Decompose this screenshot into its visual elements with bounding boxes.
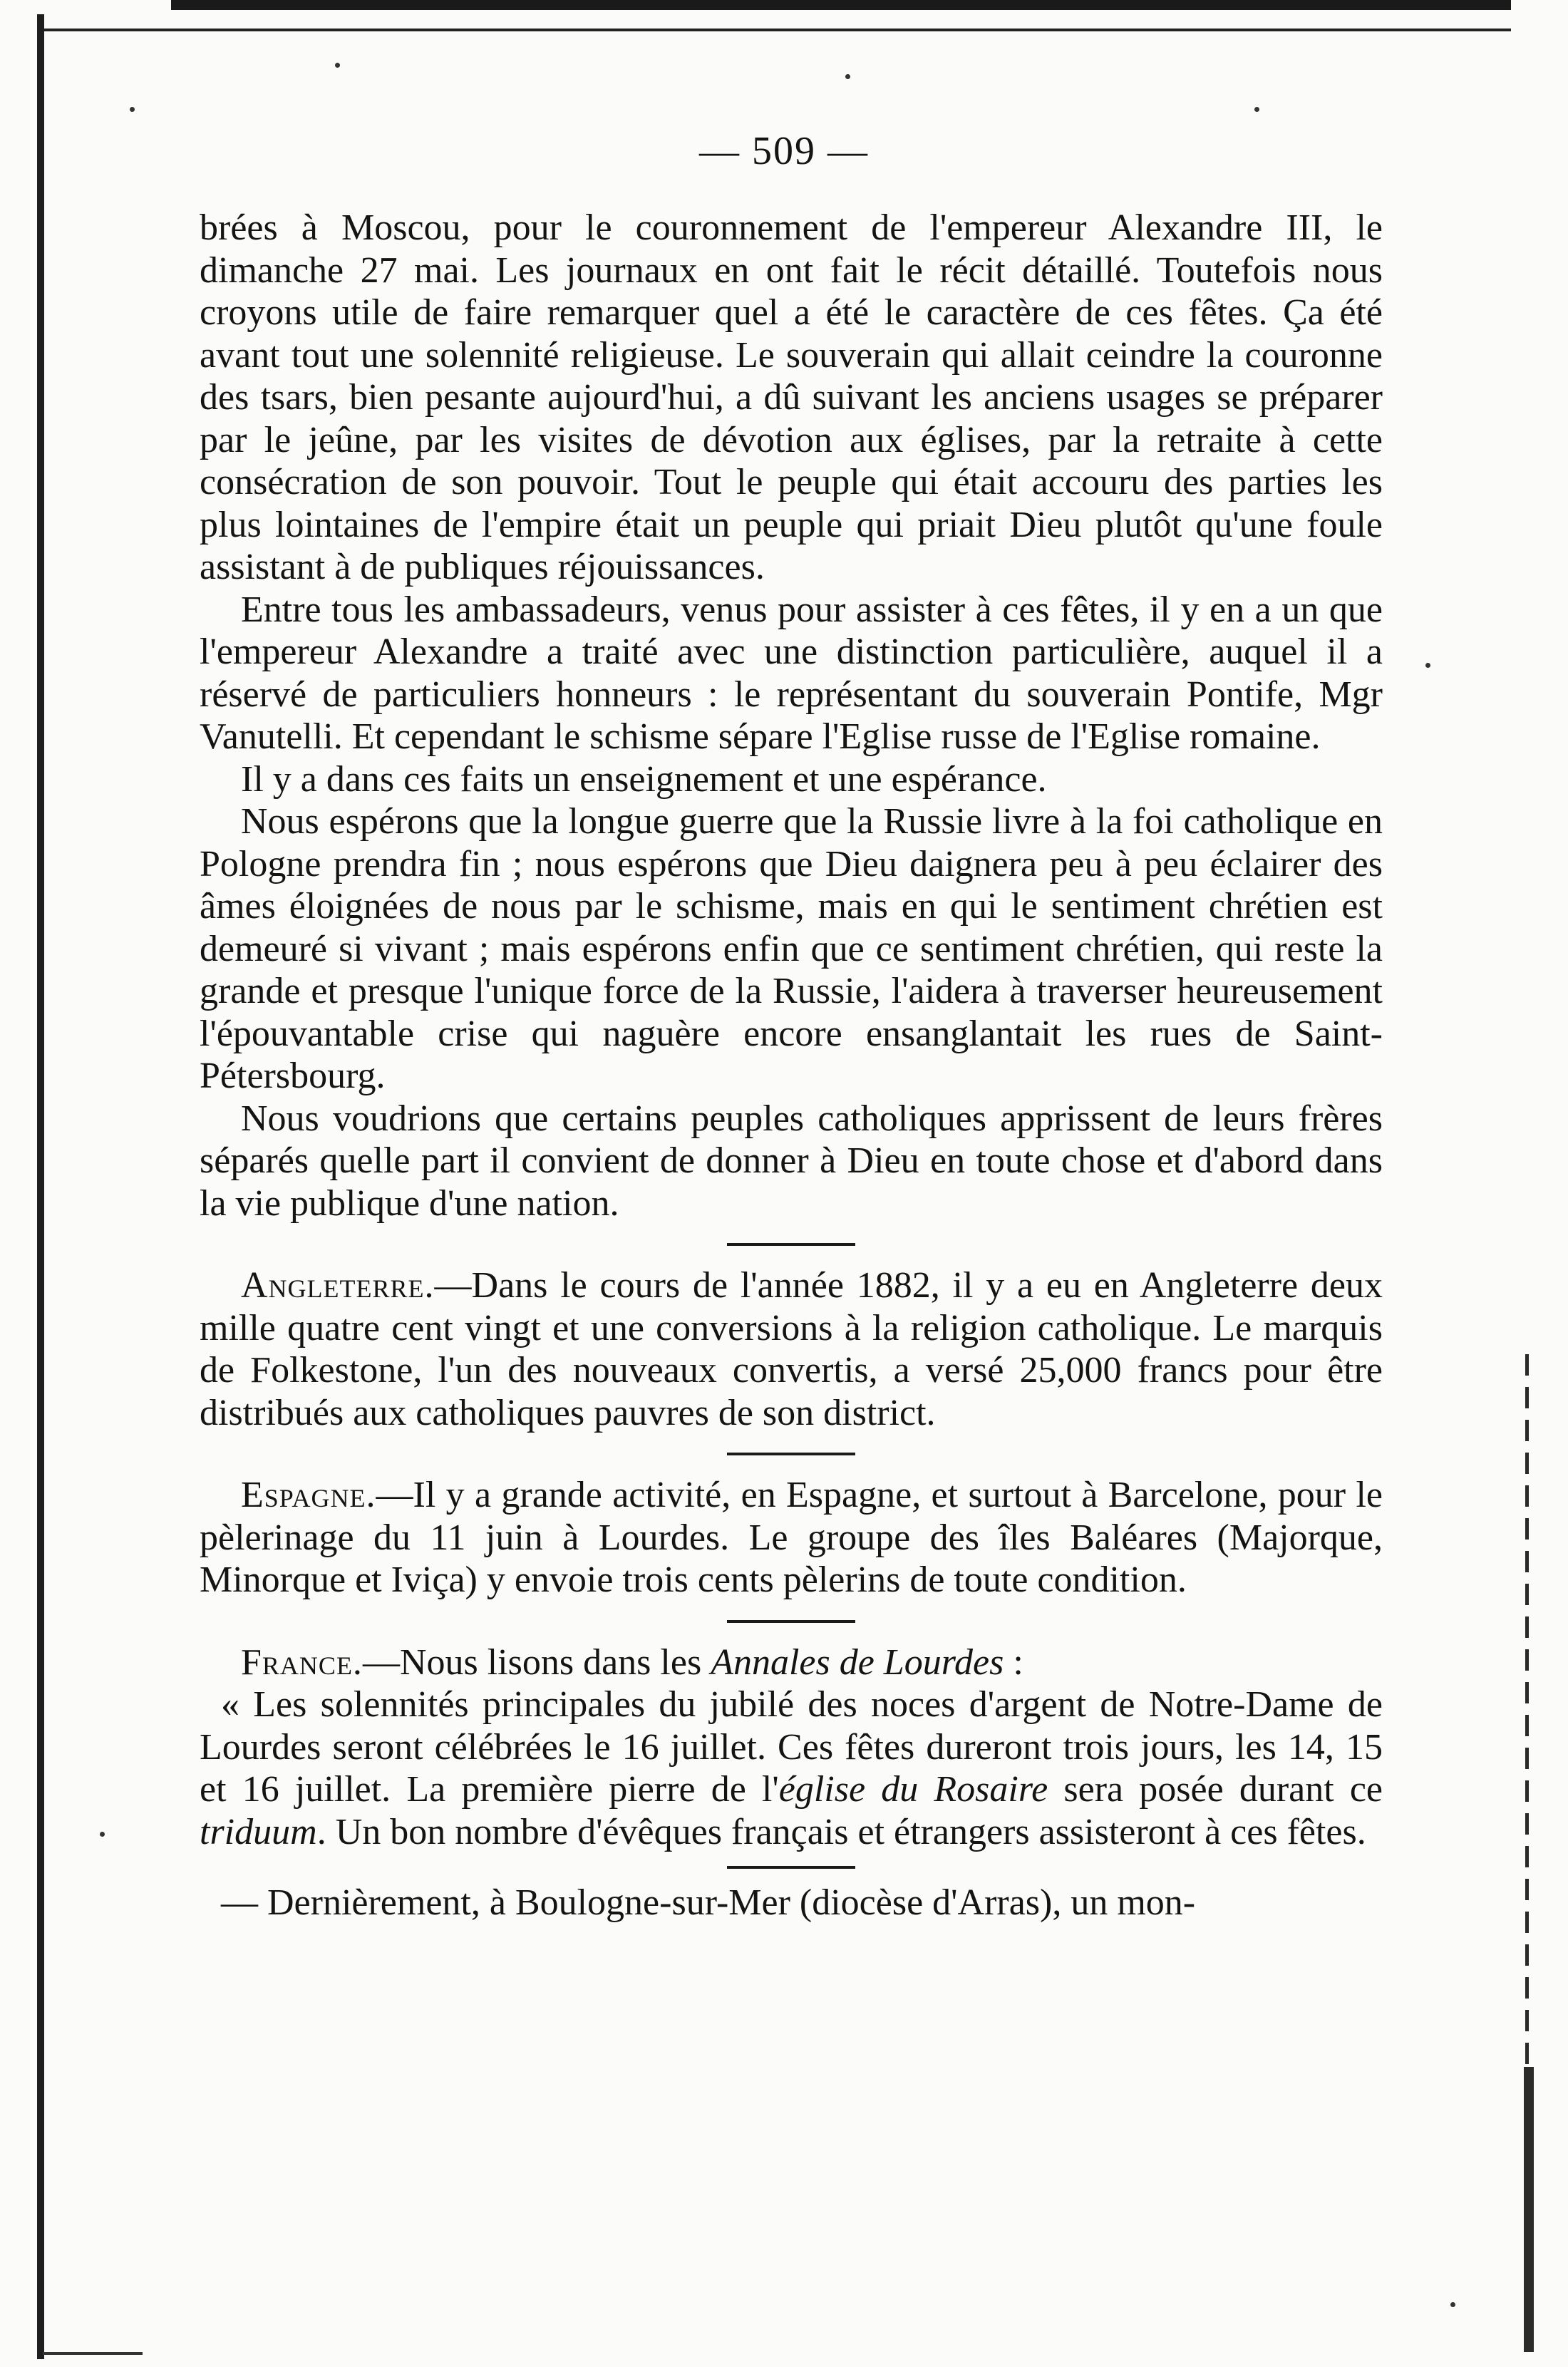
paragraph-russia-conclusion: Nous voudrions que certains peuples catholiques apprissent de leurs frères séparés quelle part il convient de donner à Dieu en toute chose et d'abord dans la vie publique d'une nation. bbox=[200, 1098, 1383, 1224]
spain-text: —Il y a grande activité, en Espagne, et surtout à Barcelone, pour le pèlerinage du 11 juin à Lourdes. Le groupe des îles Baléares (Majorque, Minorque et Iviça) y envoie trois cents pèlerins de toute condition. bbox=[200, 1475, 1383, 1600]
section-label-england: Angleterre. bbox=[241, 1265, 435, 1306]
quote-text: . Un bon nombre d'évêques français et étrangers assisteront à ces fêtes. bbox=[316, 1811, 1366, 1852]
speck bbox=[1254, 107, 1259, 112]
bottom-corner-rule bbox=[43, 2352, 143, 2355]
paragraph-lourdes-quote bbox=[200, 1683, 1383, 1853]
paragraph-russia-ambassadors: Entre tous les ambassadeurs, venus pour assister à ces fêtes, il y en a un que l'empereur Alexandre a traité avec une distinction particulière, auquel il a réservé de particuliers honneurs : le représentant du souverain Pontife, Mgr Vanutelli. Et cependant le schisme sépare l'Eglise russe de l'Eglise romaine. bbox=[200, 589, 1383, 757]
speck bbox=[335, 63, 340, 68]
paragraph-russia-coronation: brées à Moscou, pour le couronnement de l'empereur Alexandre III, le dimanche 27 mai. Les journaux en ont fait le récit détaillé. Toutefois nous croyons utile de faire remarquer quel a été le caractère de ces fêtes. Ça été avant tout une solennité religieuse. Le souverain qui allait ceindre la couronne des tsars, bien pesante aujourd'hui, a dû suivant les anciens usages se préparer par le jeûne, par les visites de dévotion aux églises, par la retraite à cette consécration de son pouvoir. Tout le peuple qui était accouru des parties les plus lointaines de l'empire était un peuple qui priait Dieu plutôt qu'une foule assistant à de publiques réjouissances. bbox=[200, 207, 1383, 587]
paragraph-russia-wishes: Nous espérons que la longue guerre que la Russie livre à la foi catholique en Pologne prendra fin ; nous espérons que Dieu daignera peu à peu éclairer des âmes éloignées de nous par le schisme, mais en qui le sentiment chrétien est demeuré si vivant ; mais espérons enfin que ce sentiment chrétien, qui reste la grande et presque l'unique force de la Russie, l'aidera à traverser heureusement l'épouvantable crise qui naguère encore ensanglantait les rues de Saint-Pétersbourg. bbox=[200, 801, 1383, 1096]
page-number: — 509 — bbox=[699, 129, 869, 173]
section-label-spain: Espagne. bbox=[241, 1475, 376, 1515]
left-binding-edge bbox=[37, 14, 44, 2359]
paragraph-france bbox=[200, 1641, 1383, 1684]
speck bbox=[845, 74, 850, 79]
paragraph-spain bbox=[200, 1474, 1383, 1602]
section-divider bbox=[727, 1866, 855, 1869]
paragraph-england bbox=[200, 1264, 1383, 1434]
france-source-title: Annales de Lourdes bbox=[711, 1641, 1004, 1683]
section-label-france: France. bbox=[241, 1641, 363, 1683]
speck bbox=[1450, 2302, 1455, 2307]
section-divider bbox=[727, 1243, 855, 1246]
speck bbox=[130, 107, 135, 112]
section-divider bbox=[727, 1453, 855, 1455]
body-text bbox=[200, 207, 1383, 1924]
paragraph-russia-hope: Il y a dans ces faits un enseignement et une espérance. bbox=[241, 758, 1047, 800]
speck bbox=[100, 1832, 105, 1837]
quote-triduum: triduum bbox=[200, 1811, 317, 1852]
france-text-end: : bbox=[1004, 1641, 1023, 1683]
section-divider bbox=[727, 1620, 855, 1623]
quote-church-name: église du Rosaire bbox=[778, 1769, 1048, 1810]
paragraph-boulogne: — Dernièrement, à Boulogne-sur-Mer (diocèse d'Arras), un mon- bbox=[221, 1882, 1196, 1923]
top-thin-rule bbox=[43, 29, 1511, 31]
france-text: —Nous lisons dans les bbox=[362, 1641, 711, 1683]
right-edge-shadow-dark bbox=[1524, 2067, 1534, 2352]
quote-text: sera posée durant ce bbox=[1048, 1769, 1383, 1810]
quote-text: « Les solennités principales du jubilé des noces d'argent de Notre-Dame de Lourdes seront célébrées le 16 juillet. Ces fêtes dureront trois jours, les 14, 15 et 16 juillet. La première pierre de l' bbox=[200, 1684, 1383, 1810]
england-text: —Dans le cours de l'année 1882, il y a eu en Angleterre deux mille quatre cent vingt et une conversions à la religion catholique. Le marquis de Folkestone, l'un des nouveaux convertis, a versé 25,000 francs pour être distribués aux catholiques pauvres de son district. bbox=[200, 1265, 1383, 1433]
top-border-rule bbox=[171, 0, 1511, 10]
speck bbox=[1425, 663, 1430, 668]
